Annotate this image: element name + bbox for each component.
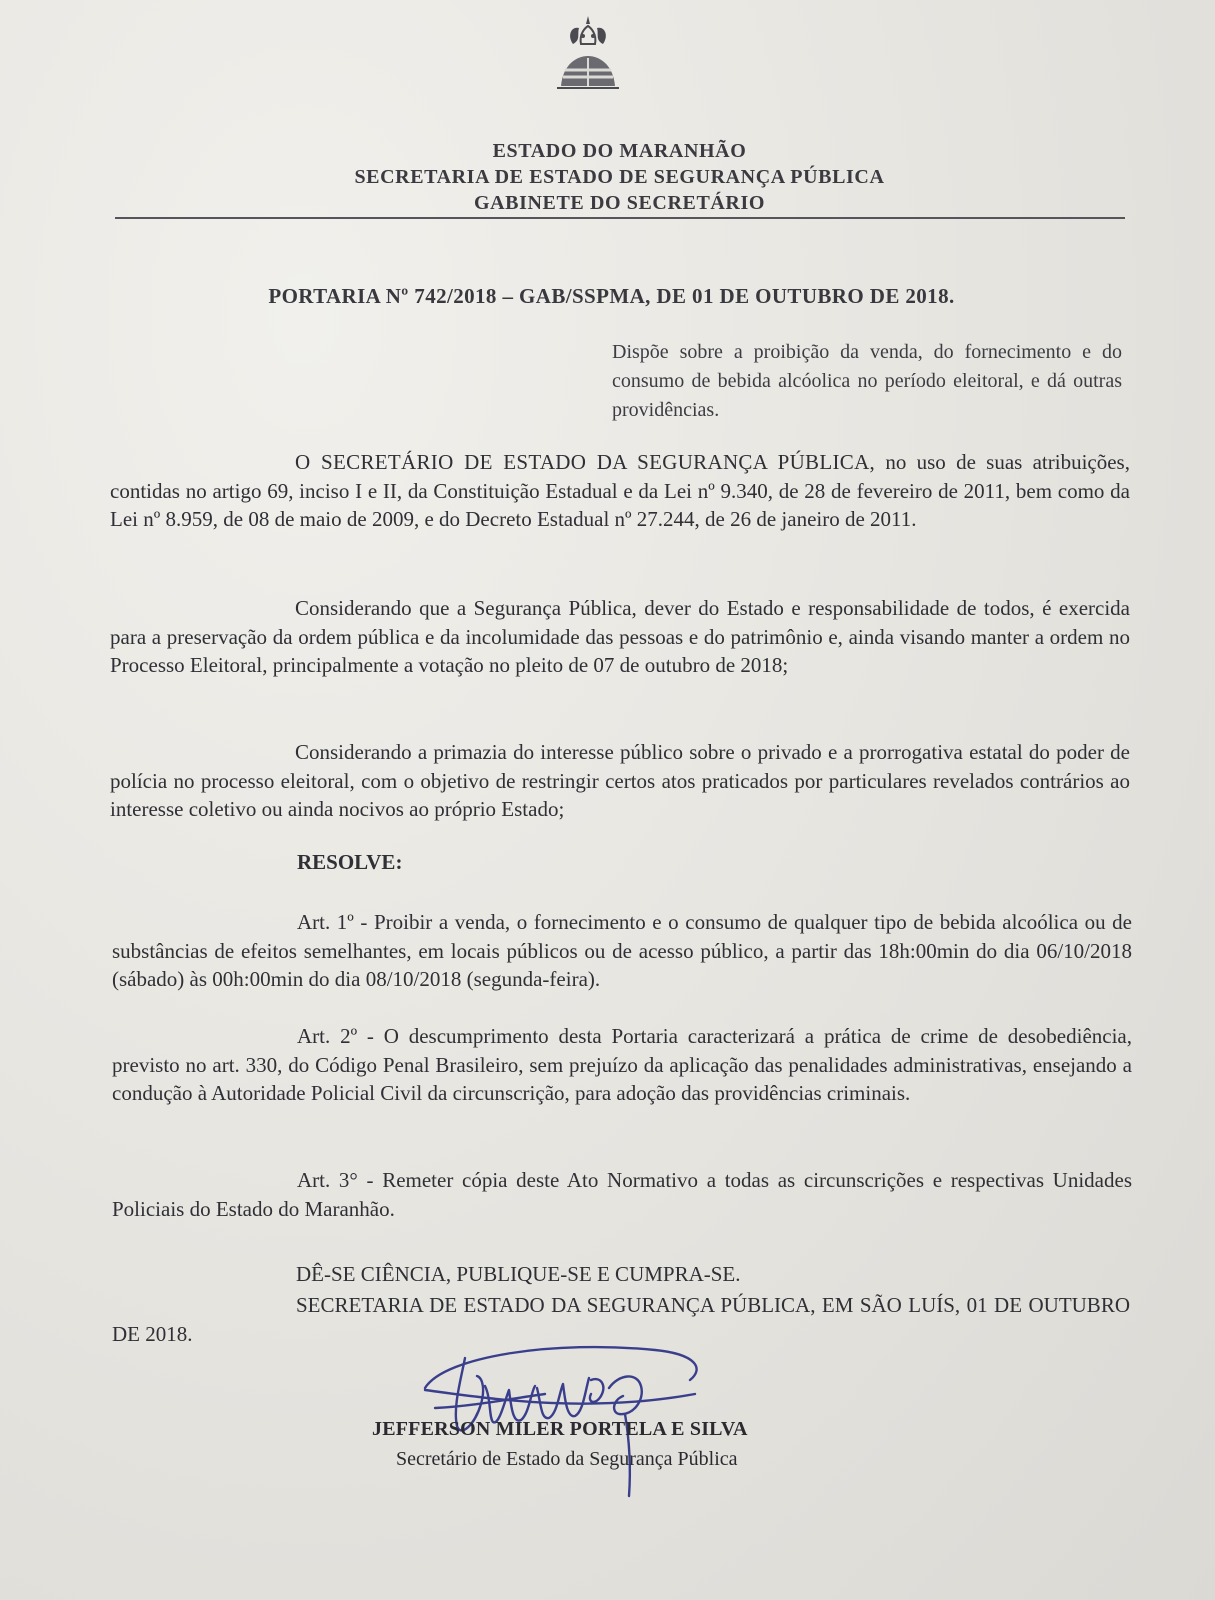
preamble-lead: O SECRETÁRIO DE ESTADO DA SEGURANÇA PÚBLICA,: [295, 450, 876, 474]
closing-place-date: SECRETARIA DE ESTADO DA SEGURANÇA PÚBLICA, EM SÃO LUÍS, 01 DE OUTUBRO DE 2018.: [112, 1293, 1130, 1346]
header-office: GABINETE DO SECRETÁRIO: [473, 192, 766, 214]
header-secretariat: SECRETARIA DE ESTADO DE SEGURANÇA PÚBLICA: [354, 166, 885, 188]
preamble-text: no uso de suas atribuições, contidas no artigo 69, inciso I e II, da Constituição Estadual e da Lei nº 9.340, de 28 de fevereiro de 2011, bem como da Lei nº 8.959, de 08 de maio de 2009, e do Decreto Estadual nº 27.244, de 26 de janeiro de 2011.: [110, 450, 1130, 531]
resolve-heading: RESOLVE:: [297, 850, 403, 874]
header-state: ESTADO DO MARANHÃO: [492, 140, 747, 162]
coat-of-arms-emblem: [553, 14, 623, 90]
article-2: Art. 2º - O descumprimento desta Portaria caracterizará a prática de crime de desobediência, previsto no art. 330, do Código Penal Brasileiro, sem prejuízo da aplicação das penalidades administrativas, ensejando a condução à Autoridade Policial Civil da circunscrição, para adoção das providências criminais.: [112, 1024, 1132, 1105]
ementa-summary: Dispõe sobre a proibição da venda, do fornecimento e do consumo de bebida alcóolica no período eleitoral, e dá outras providências.: [612, 341, 1122, 421]
signer-name: JEFFERSON MILER PORTELA E SILVA: [372, 1418, 748, 1440]
header-divider: [115, 217, 1125, 219]
signer-role: Secretário de Estado da Segurança Pública: [396, 1448, 738, 1470]
preamble-paragraph: [110, 448, 1130, 534]
article-3: Art. 3° - Remeter cópia deste Ato Normativo a todas as circunscrições e respectivas Unidades Policiais do Estado do Maranhão.: [112, 1168, 1132, 1221]
considerando-paragraph-1: Considerando que a Segurança Pública, dever do Estado e responsabilidade de todos, é exercida para a preservação da ordem pública e da incolumidade das pessoas e do patrimônio e, ainda visando manter a ordem no Processo Eleitoral, principalmente a votação no pleito de 07 de outubro de 2018;: [110, 596, 1130, 677]
closing-publication: DÊ-SE CIÊNCIA, PUBLIQUE-SE E CUMPRA-SE.: [296, 1262, 741, 1286]
considerando-paragraph-2: Considerando a primazia do interesse público sobre o privado e a prorrogativa estatal do poder de polícia no processo eleitoral, com o objetivo de restringir certos atos praticados por particulares revelados contrários ao interesse coletivo ou ainda nocivos ao próprio Estado;: [110, 740, 1130, 821]
article-1: Art. 1º - Proibir a venda, o fornecimento e o consumo de qualquer tipo de bebida alcoólica ou de substâncias de efeitos semelhantes, em locais públicos ou de acesso público, a partir das 18h:00min do dia 06/10/2018 (sábado) às 00h:00min do dia 08/10/2018 (segunda-feira).: [112, 910, 1132, 991]
document-title: PORTARIA Nº 742/2018 – GAB/SSPMA, DE 01 DE OUTUBRO DE 2018.: [268, 284, 955, 308]
